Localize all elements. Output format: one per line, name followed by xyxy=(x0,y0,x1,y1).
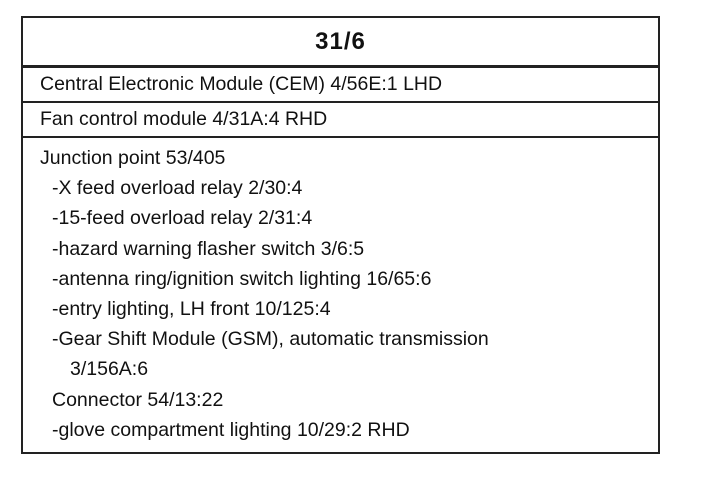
component-table xyxy=(21,16,660,454)
cem-row: Central Electronic Module (CEM) 4/56E:1 LHD xyxy=(23,68,658,103)
list-item: -hazard warning flasher switch 3/6:5 xyxy=(52,237,365,260)
list-item: -glove compartment lighting 10/29:2 RHD xyxy=(52,418,410,441)
list-item: -entry lighting, LH front 10/125:4 xyxy=(52,298,331,321)
junction-list xyxy=(23,138,658,452)
connector-line: Connector 54/13:22 xyxy=(52,388,224,411)
list-item: -antenna ring/ignition switch lighting 16/65:6 xyxy=(52,267,432,290)
list-item: -Gear Shift Module (GSM), automatic transmission xyxy=(52,328,489,351)
junction-point-line: Junction point 53/405 xyxy=(40,147,226,169)
fan-control-row: Fan control module 4/31A:4 RHD xyxy=(23,103,658,138)
list-item-continuation: 3/156A:6 xyxy=(70,358,149,381)
list-item: -15-feed overload relay 2/31:4 xyxy=(52,207,313,230)
list-item: -X feed overload relay 2/30:4 xyxy=(52,177,303,200)
table-title: 31/6 xyxy=(23,18,658,68)
